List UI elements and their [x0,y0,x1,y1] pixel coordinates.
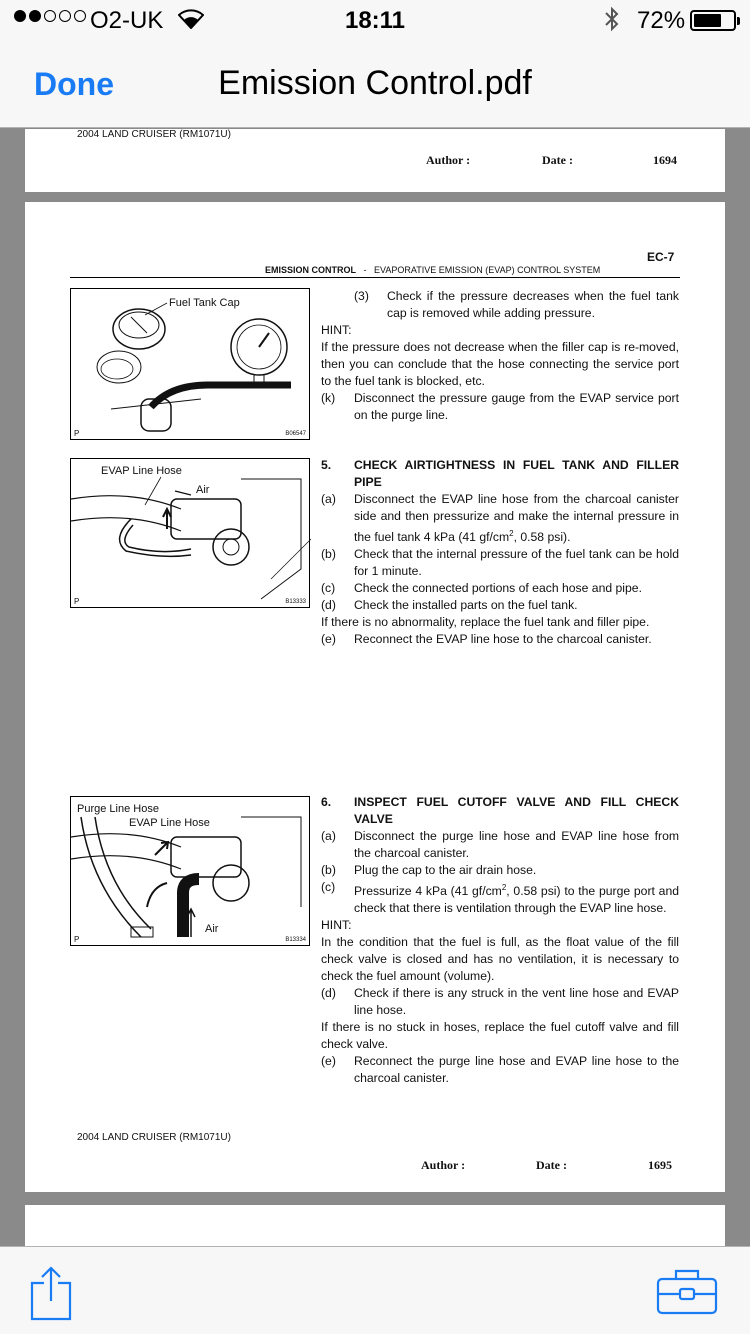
figure-code: B13334 [285,937,306,943]
footer-page-number: 1695 [648,1158,672,1172]
footer-date: Date : [542,153,573,167]
bluetooth-icon [604,6,620,32]
section-title: EMISSION CONTROL [265,265,357,275]
hint-label: HINT: [321,918,352,933]
evap-line-hose-illustration [71,459,311,609]
battery-percent: 72% [637,7,686,34]
figure-label-purge-line-hose: Purge Line Hose [77,803,159,815]
figure-label-evap-line-hose: EVAP Line Hose [129,817,210,829]
done-button[interactable]: Done [34,66,114,102]
step-e: (e) Reconnect the purge line hose and EVAP line hose to the charcoal canister. [321,1054,679,1086]
top-bar [0,0,750,128]
figure-purge-line-hose [70,796,310,946]
figure-evap-line-hose [70,458,310,608]
pdf-page-previous[interactable] [25,129,725,192]
step-a: (a) Disconnect the purge line hose and EVAP line hose from the charcoal canister. [321,829,679,860]
hint-text: If the pressure does not decrease when the filler cap is re-moved, then you can conclude that the hose connecting the service port to the fuel tank is blocked, etc. [321,340,679,388]
hint-label: HINT: [321,323,352,337]
figure-code: B13333 [285,599,306,605]
footer-page-number: 1694 [653,153,677,167]
footer-model: 2004 LAND CRUISER (RM1071U) [77,1132,231,1143]
step-k: (k) Disconnect the pressure gauge from the EVAP service port on the purge line. [321,391,679,422]
figure-label-air: Air [205,923,219,935]
step-5-title: 5. CHECK AIRTIGHTNESS IN FUEL TANK AND FILLER PIPE [321,458,679,489]
text-block-2 [321,457,679,648]
note: If there is no abnormality, replace the fuel tank and filler pipe. [321,615,650,630]
battery-icon [690,10,736,31]
pdf-page-current[interactable] [25,202,725,1192]
bottom-toolbar [0,1246,750,1334]
share-icon[interactable] [30,1265,72,1321]
figure-label-air: Air [196,484,210,496]
figure-label-evap-line-hose: EVAP Line Hose [101,465,182,477]
section-subtitle: EVAPORATIVE EMISSION (EVAP) CONTROL SYSTEM [374,265,601,275]
step-b: (b) Plug the cap to the air drain hose. [321,863,537,877]
section-separator: - [363,265,367,275]
step-c: (c) Check the connected portions of each hose and pipe. [321,581,642,596]
footer-author: Author : [426,153,471,167]
step-d: (d) Check the installed parts on the fuel tank. [321,598,578,613]
figure-code: B06547 [285,431,306,437]
figure-p-mark: P [74,597,80,606]
figure-fuel-tank-cap [70,288,310,440]
nav-bar [0,40,750,128]
footer-date: Date : [536,1158,567,1172]
page-code: EC-7 [647,250,675,264]
step-d: (d) Check if there is any struck in the vent line hose and EVAP line hose. [321,986,679,1018]
step-e: (e) Reconnect the EVAP line hose to the charcoal canister. [321,632,652,647]
figure-label-fuel-tank-cap: Fuel Tank Cap [169,297,240,309]
figure-p-mark: P [74,935,80,944]
footer-model: 2004 LAND CRUISER (RM1071U) [77,129,231,140]
text-block-3 [321,794,679,1087]
document-title: Emission Control.pdf [218,64,532,102]
hint-text: In the condition that the fuel is full, as the float value of the fill check valve is closed and has no ventilation, it is necessary to check the fuel amount (volume). [321,935,679,984]
step-c: (c) Pressurize 4 kPa (41 $gf/cm^2$, 0.58 psi) to the purge port and check that there is ventilation through the EVAP line hose. [321,880,679,916]
status-bar [0,0,750,40]
step-3: (3) Check if the pressure decreases when the fuel tank cap is removed while adding pressure. [354,289,679,320]
header-rule [70,277,680,278]
step-a: (a) Disconnect the EVAP line hose from the charcoal canister side and then pressurize and make the internal pressure in the fuel tank 4 kPa (41 $gf/cm^2$, 0.58 psi). [321,492,679,545]
note: If there is no stuck in hoses, replace the fuel cutoff valve and fill check valve. [321,1020,679,1052]
status-time: 18:11 [344,7,406,34]
step-6-title: 6. INSPECT FUEL CUTOFF VALVE AND FILL CHECK VALVE [321,795,679,826]
figure-p-mark: P [74,429,80,438]
text-block-1 [321,288,679,424]
footer-author: Author : [421,1158,466,1172]
carrier-name: O2-UK [90,7,164,34]
fuel-tank-cap-illustration [71,289,311,441]
toolbox-icon[interactable] [656,1267,718,1315]
section-header [265,265,600,275]
step-b: (b) Check that the internal pressure of the fuel tank can be hold for 1 minute. [321,547,679,579]
